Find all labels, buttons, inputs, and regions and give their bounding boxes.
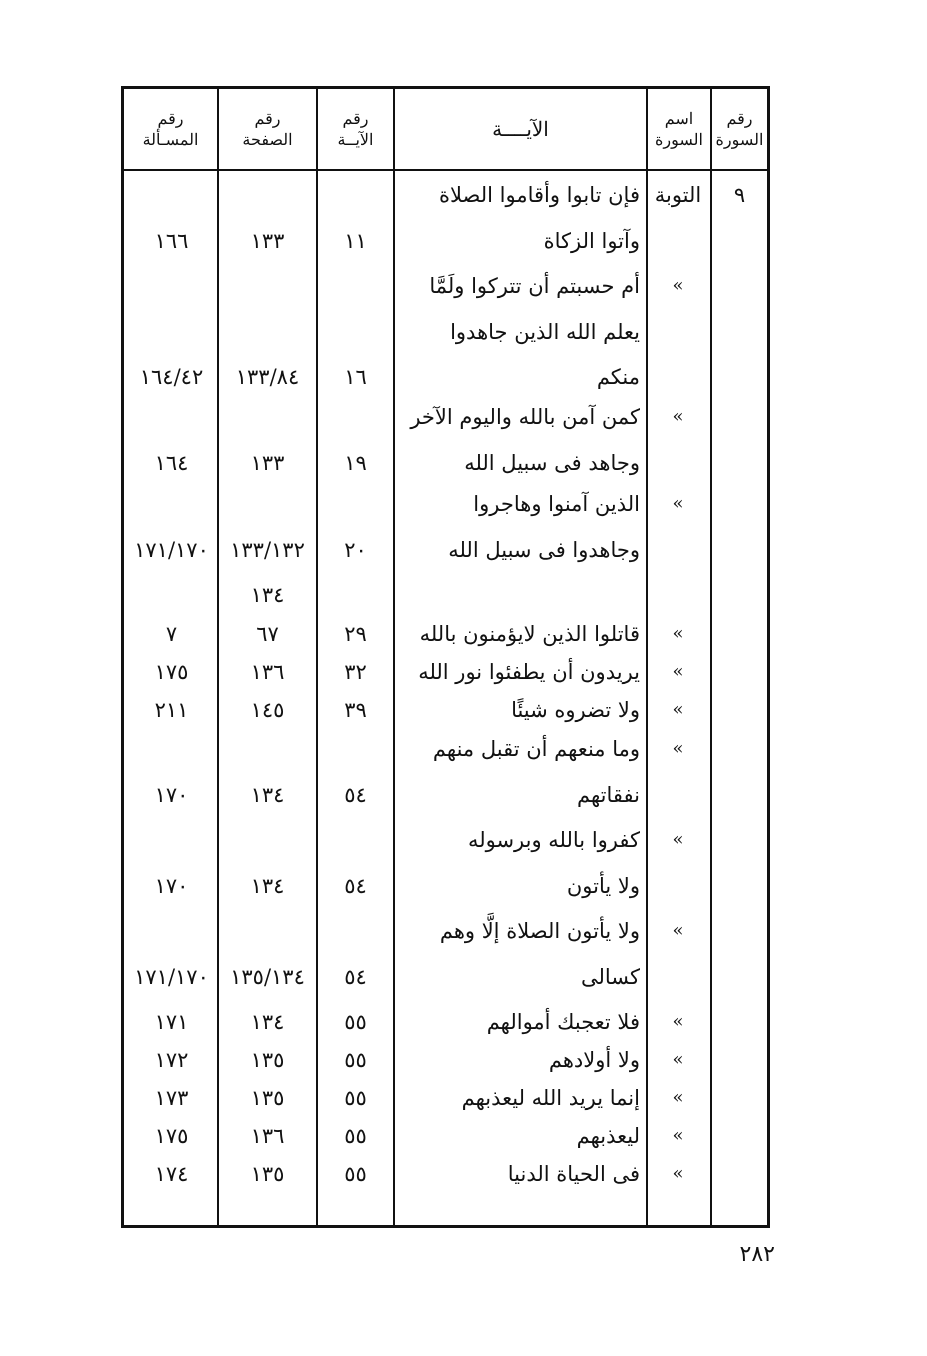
issue-number: ١٦٦ [154, 228, 189, 253]
verse-text: وجاهدوا فى سبيل الله [448, 537, 640, 562]
header-surah-number [712, 89, 767, 169]
issue-number: ١٧٢ [154, 1048, 189, 1072]
page-reference: ١٣٦ [250, 660, 285, 684]
verse-text: يريدون أن يطفئوا نور الله [418, 660, 640, 684]
verse-text: فى الحياة الدنيا [507, 1162, 640, 1186]
verse-text: ولا تضروه شيئًا [511, 698, 640, 722]
verse-text: ليعذبهم [576, 1124, 640, 1148]
verse-text: وآتوا الزكاة [543, 228, 640, 253]
issue-number: ١٧٠ [154, 873, 189, 898]
ayah-number: ٥٥ [344, 1162, 367, 1186]
header-page-number [219, 89, 316, 169]
ditto-mark: » [672, 406, 684, 427]
header-divider [124, 169, 767, 171]
issue-number: ١٧٥ [154, 660, 189, 684]
ditto-mark: » [672, 699, 684, 720]
verse-text: إنما يريد الله ليعذبهم [461, 1086, 640, 1110]
issue-number: ١٦٤ [154, 450, 189, 475]
header-label: الآيــــة [492, 116, 549, 141]
header-label: السورة [715, 130, 764, 149]
ayah-number: ٥٤ [344, 873, 367, 898]
issue-number: ١٧٣ [154, 1086, 189, 1110]
page-reference: ١٣٥ [250, 1162, 285, 1186]
ayah-number: ٢٠ [344, 537, 367, 562]
ditto-mark: » [672, 829, 684, 850]
ditto-mark: » [672, 1125, 684, 1146]
header-label: رقم [726, 109, 753, 128]
verse-text: ولا يأتون [566, 873, 640, 898]
surah-number: ٩ [733, 183, 746, 207]
page-reference: ١٣٥/١٣٤ [230, 964, 305, 989]
verse-text: وجاهد فى سبيل الله [464, 450, 640, 475]
page-reference: ١٣٤ [250, 1010, 285, 1034]
ayah-number: ٥٤ [344, 782, 367, 807]
ditto-mark: » [672, 1011, 684, 1032]
page-reference: ١٣٦ [250, 1124, 285, 1148]
page-number: ٢٨٢ [739, 1242, 775, 1267]
verse-text: قاتلوا الذين لايؤمنون بالله [419, 622, 640, 646]
ditto-mark: » [672, 623, 684, 644]
header-label: اسم [664, 109, 694, 128]
ditto-mark: » [672, 275, 684, 296]
column-divider [393, 89, 395, 1225]
header-label: رقم [254, 109, 281, 128]
verse-text: منكم [596, 365, 640, 389]
issue-number: ١٧١ [154, 1010, 189, 1034]
header-label: رقم [342, 109, 369, 128]
issue-number: ١٦٤/٤٢ [139, 365, 204, 389]
ayah-number: ٥٤ [344, 964, 367, 989]
verse-text: الذين آمنوا وهاجروا [473, 492, 640, 516]
issue-number: ١٧١/١٧٠ [134, 964, 209, 989]
verse-text: كفروا بالله وبرسوله [467, 828, 640, 852]
header-verse [395, 89, 646, 169]
issue-number: ٧ [165, 622, 178, 646]
page-reference: ١٣٥ [250, 1086, 285, 1110]
ditto-mark: » [672, 738, 684, 759]
page-reference: ١٣٣/١٣٢ [230, 537, 305, 562]
ditto-mark: » [672, 1163, 684, 1184]
verse-text: فإن تابوا وأقاموا الصلاة [439, 183, 640, 207]
ditto-mark: » [672, 1087, 684, 1108]
ditto-mark: » [672, 1049, 684, 1070]
page-reference: ١٤٥ [250, 698, 285, 722]
ayah-number: ٢٩ [344, 622, 367, 646]
ayah-number: ١١ [344, 228, 367, 253]
header-issue-number [124, 89, 217, 169]
verse-text: كسالى [580, 964, 640, 989]
issue-number: ١٧١/١٧٠ [134, 537, 209, 562]
header-surah-name [648, 89, 710, 169]
ayah-number: ١٩ [344, 450, 367, 475]
verse-text: ولا أولادهم [548, 1048, 640, 1072]
verse-text: وما منعهم أن تقبل منهم [432, 737, 640, 761]
page-reference: ١٣٤ [250, 782, 285, 807]
ditto-mark: » [672, 920, 684, 941]
header-label: المسـألة [142, 130, 199, 149]
ayah-number: ١٦ [344, 365, 367, 389]
surah-name: التوبة [654, 183, 702, 207]
issue-number: ١٧٥ [154, 1124, 189, 1148]
verse-text: يعلم الله الذين جاهدوا [450, 319, 640, 344]
page-reference: ١٣٤ [250, 583, 285, 607]
ayah-number: ٥٥ [344, 1010, 367, 1034]
page-reference: ١٣٣ [250, 450, 285, 475]
verse-text: أم حسبتم أن تتركوا ولَمَّا [429, 274, 640, 298]
verse-text: كمن آمن بالله واليوم الآخر [410, 405, 640, 429]
header-ayah-number [318, 89, 393, 169]
header-label: الصفحة [242, 130, 293, 149]
page-reference: ٦٧ [256, 622, 279, 646]
page-reference: ١٣٤ [250, 873, 285, 898]
index-table [121, 86, 770, 1228]
header-label: السورة [655, 130, 703, 149]
header-label: رقم [157, 109, 184, 128]
column-divider [710, 89, 712, 1225]
ayah-number: ٥٥ [344, 1086, 367, 1110]
page-reference: ١٣٥ [250, 1048, 285, 1072]
issue-number: ١٧٤ [154, 1162, 189, 1186]
ayah-number: ٣٩ [344, 698, 367, 722]
ayah-number: ٥٥ [344, 1124, 367, 1148]
issue-number: ٢١١ [154, 698, 189, 722]
verse-text: ولا يأتون الصلاة إلَّا وهم [439, 919, 640, 943]
ayah-number: ٣٢ [344, 660, 367, 684]
ditto-mark: » [672, 493, 684, 514]
verse-text: فلا تعجبك أموالهم [486, 1010, 640, 1034]
ditto-mark: » [672, 661, 684, 682]
issue-number: ١٧٠ [154, 782, 189, 807]
page-reference: ١٣٣/٨٤ [235, 365, 300, 389]
header-label: الآيــة [337, 130, 374, 149]
verse-text: نفقاتهم [577, 782, 640, 807]
page-reference: ١٣٣ [250, 228, 285, 253]
ayah-number: ٥٥ [344, 1048, 367, 1072]
